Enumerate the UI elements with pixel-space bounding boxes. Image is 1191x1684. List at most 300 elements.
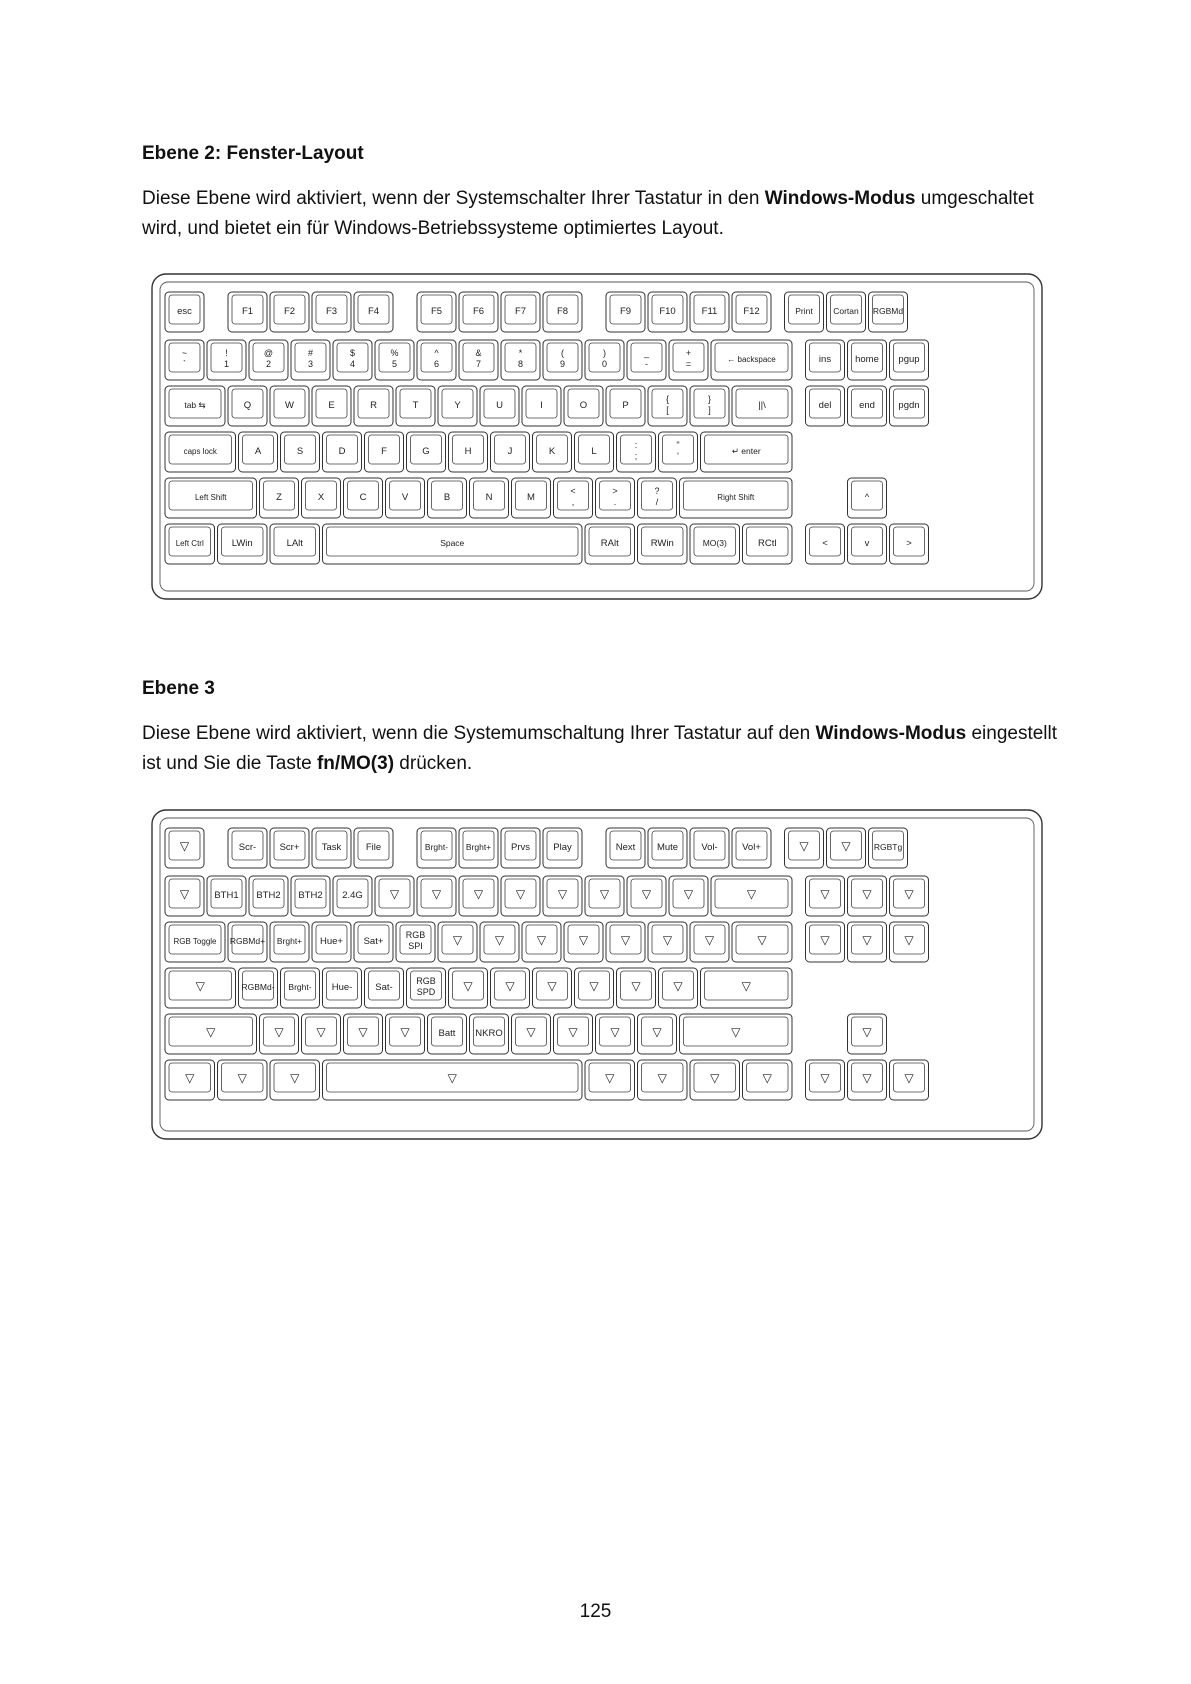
key — [827, 292, 866, 332]
key-label: Vol- — [701, 842, 718, 853]
key-label: ▽ — [185, 1071, 195, 1085]
key-label: ▽ — [704, 933, 715, 947]
key — [543, 828, 582, 868]
key — [396, 386, 435, 426]
key — [585, 524, 635, 564]
keyboard-svg — [150, 808, 1044, 1141]
key — [491, 968, 530, 1008]
key — [617, 432, 656, 472]
key-label: . — [613, 497, 617, 507]
section-heading-layer2: Ebene 2: Fenster-Layout — [142, 143, 364, 164]
key — [323, 1060, 583, 1100]
keyboard-svg — [150, 272, 1044, 601]
key-label: ▽ — [290, 1071, 300, 1085]
key-label: > — [906, 538, 912, 549]
key-label: Next — [615, 842, 636, 853]
key-label: caps lock — [183, 447, 217, 456]
key-label: , — [571, 497, 575, 507]
key — [533, 968, 572, 1008]
key — [165, 922, 225, 962]
key — [690, 292, 729, 332]
key — [564, 386, 603, 426]
key-label: ^ — [864, 492, 870, 503]
text-run: Diese Ebene wird aktiviert, wenn die Systemumschaltung Ihrer Tastatur auf den — [142, 723, 816, 744]
key-label: Left Shift — [194, 493, 227, 502]
key — [302, 478, 341, 518]
key-label: Y — [454, 400, 461, 411]
key — [291, 876, 330, 916]
key — [312, 386, 351, 426]
key — [165, 968, 236, 1008]
key-label: ▽ — [274, 1025, 284, 1039]
key-label: ) — [603, 348, 606, 358]
key — [596, 478, 635, 518]
key-label: ▽ — [820, 887, 830, 901]
key-label: Task — [321, 842, 342, 853]
key — [501, 340, 540, 380]
key — [218, 1060, 268, 1100]
key-label: _ — [643, 348, 650, 358]
key-label: F2 — [283, 306, 296, 317]
key-label: ▽ — [515, 887, 526, 901]
key — [743, 1060, 793, 1100]
key-label: J — [507, 446, 513, 457]
key — [165, 478, 257, 518]
key-label: Scr- — [238, 842, 257, 853]
key — [449, 968, 488, 1008]
key — [543, 340, 582, 380]
key-label: 4 — [349, 359, 356, 369]
key — [533, 432, 572, 472]
key — [333, 340, 372, 380]
key — [743, 524, 793, 564]
key — [690, 1060, 740, 1100]
key-label: & — [475, 348, 482, 358]
key — [648, 828, 687, 868]
key-label: Q — [243, 400, 252, 411]
key — [396, 922, 435, 962]
key-label: } — [707, 394, 712, 404]
key-label: Batt — [438, 1028, 456, 1039]
key-label: ▽ — [316, 1025, 326, 1039]
key-label: A — [254, 446, 262, 457]
key — [659, 432, 698, 472]
key-label: Print — [795, 306, 813, 316]
key — [890, 524, 929, 564]
key — [417, 876, 456, 916]
key-label: 2 — [265, 359, 272, 369]
key — [690, 922, 729, 962]
key-label: Z — [276, 492, 282, 503]
key-label: L — [591, 446, 597, 457]
key-label: ▽ — [862, 1071, 872, 1085]
key-label: ; — [634, 451, 638, 461]
key-label: RGBTg — [873, 842, 903, 852]
key — [606, 386, 645, 426]
key — [680, 1014, 793, 1054]
key — [260, 478, 299, 518]
key-label: ins — [818, 354, 832, 365]
key-label: 5 — [391, 359, 398, 369]
key-label: T — [412, 400, 419, 411]
key-label: Space — [440, 538, 465, 548]
key-label: $ — [349, 348, 356, 358]
key — [480, 922, 519, 962]
key-label: Vol+ — [742, 842, 761, 853]
key — [501, 876, 540, 916]
key — [323, 968, 362, 1008]
key-label: ▽ — [904, 933, 914, 947]
key — [890, 922, 929, 962]
key — [281, 432, 320, 472]
key-label: C — [359, 492, 367, 503]
key — [701, 968, 793, 1008]
key — [407, 968, 446, 1008]
key — [228, 828, 267, 868]
key — [501, 828, 540, 868]
text-run: fn/MO(3) — [316, 753, 395, 774]
key-label: 9 — [559, 359, 566, 369]
key-label: ▽ — [662, 933, 673, 947]
key-label: / — [655, 497, 659, 507]
key — [690, 386, 729, 426]
key-label: ▽ — [673, 979, 683, 993]
key-label: RCtl — [758, 538, 777, 549]
key — [522, 386, 561, 426]
key-label: 8 — [517, 359, 524, 369]
key-label: K — [548, 446, 556, 457]
key-label: ▽ — [536, 933, 547, 947]
key — [585, 876, 624, 916]
key-label: ▽ — [578, 933, 589, 947]
key — [165, 340, 204, 380]
section-heading-layer3: Ebene 3 — [142, 678, 215, 699]
key-label: ▽ — [206, 1025, 216, 1039]
key — [627, 876, 666, 916]
key — [711, 876, 792, 916]
key-label: ( — [561, 348, 564, 358]
key — [585, 1060, 635, 1100]
key — [869, 292, 908, 332]
key — [648, 922, 687, 962]
key — [302, 1014, 341, 1054]
key — [638, 524, 688, 564]
key-label: ▽ — [589, 979, 599, 993]
key — [564, 922, 603, 962]
key-label: MO(3) — [702, 538, 727, 548]
key — [543, 876, 582, 916]
key-label: ▽ — [557, 887, 568, 901]
key-label: ▽ — [904, 1071, 914, 1085]
text-run: drücken. — [394, 753, 473, 774]
key-label: % — [390, 348, 399, 358]
key — [806, 386, 845, 426]
key — [438, 922, 477, 962]
key-label: RGB — [405, 930, 426, 940]
key-label: ▽ — [358, 1025, 368, 1039]
key — [270, 922, 309, 962]
key-label: H — [464, 446, 472, 457]
key — [512, 1014, 551, 1054]
key — [470, 1014, 509, 1054]
key-label: home — [855, 354, 879, 365]
key-label: Mute — [656, 842, 679, 853]
key-label: ▽ — [862, 933, 872, 947]
key-label: = — [685, 359, 692, 369]
key — [606, 828, 645, 868]
key — [522, 922, 561, 962]
key — [606, 922, 645, 962]
key — [575, 432, 614, 472]
key-label: F5 — [430, 306, 443, 317]
key — [659, 968, 698, 1008]
key-label: F7 — [514, 306, 527, 317]
key — [848, 876, 887, 916]
key — [312, 292, 351, 332]
key-label: R — [370, 400, 377, 411]
key — [323, 432, 362, 472]
key — [806, 1060, 845, 1100]
key — [459, 292, 498, 332]
key — [270, 828, 309, 868]
key — [165, 1060, 215, 1100]
key-label: X — [317, 492, 325, 503]
key — [165, 386, 225, 426]
key — [165, 828, 204, 868]
key-label: ▽ — [389, 887, 400, 901]
key-label: F3 — [325, 306, 338, 317]
key-label: [ — [666, 405, 669, 415]
key-label: SPD — [416, 987, 436, 997]
key — [690, 524, 740, 564]
key — [291, 340, 330, 380]
key-label: ▽ — [746, 887, 757, 901]
key — [365, 968, 404, 1008]
key — [869, 828, 908, 868]
key — [732, 292, 771, 332]
key — [669, 876, 708, 916]
key-label: ▽ — [620, 933, 631, 947]
key-label: BTH2 — [298, 890, 323, 901]
key — [848, 340, 887, 380]
key-label: del — [818, 400, 832, 411]
key — [417, 292, 456, 332]
key-label: 0 — [601, 359, 608, 369]
key-label: ▽ — [463, 979, 473, 993]
key-label: ▽ — [652, 1025, 662, 1039]
key — [281, 968, 320, 1008]
key-label: Scr+ — [279, 842, 300, 853]
key-label: BTH1 — [214, 890, 239, 901]
key-label: ~ — [181, 348, 188, 358]
key — [806, 922, 845, 962]
text-run: Windows-Modus — [764, 188, 916, 209]
key-label: ? — [654, 486, 660, 496]
key-label: 2.4G — [342, 890, 363, 901]
key — [627, 340, 666, 380]
key-label: RAlt — [600, 538, 619, 549]
key — [249, 340, 288, 380]
key-label: " — [676, 440, 680, 450]
key — [554, 1014, 593, 1054]
key-label: ▽ — [526, 1025, 536, 1039]
key-label: ▽ — [799, 839, 809, 853]
key — [638, 478, 677, 518]
key-label: - — [645, 359, 648, 369]
key-label: ▽ — [599, 887, 610, 901]
page-number: 125 — [579, 1601, 612, 1622]
key — [470, 478, 509, 518]
key-label: F10 — [659, 306, 676, 317]
key-label: Sat+ — [363, 936, 384, 947]
key-label: ▽ — [568, 1025, 578, 1039]
key-label: end — [859, 400, 875, 411]
key — [239, 968, 278, 1008]
key — [459, 340, 498, 380]
key-label: : — [634, 440, 638, 450]
key-label: G — [422, 446, 430, 457]
key — [270, 1060, 320, 1100]
key-label: ▽ — [631, 979, 641, 993]
key-label: pgdn — [898, 400, 920, 411]
key-label: F9 — [619, 306, 632, 317]
key — [354, 922, 393, 962]
key-label: tab ⇆ — [184, 400, 206, 410]
key-label: ] — [708, 405, 711, 415]
key — [785, 828, 824, 868]
key — [690, 828, 729, 868]
key — [407, 432, 446, 472]
key — [165, 1014, 257, 1054]
key-label: Play — [553, 842, 572, 853]
key-label: ▽ — [431, 887, 442, 901]
key-label: ▽ — [641, 887, 652, 901]
key — [890, 1060, 929, 1100]
key-label: ▽ — [605, 1071, 615, 1085]
key — [344, 1014, 383, 1054]
key — [785, 292, 824, 332]
key — [543, 292, 582, 332]
key — [312, 828, 351, 868]
key-label: LWin — [231, 538, 253, 549]
key-label: # — [307, 348, 314, 358]
key-label: Brght- — [424, 842, 449, 852]
key — [249, 876, 288, 916]
key-label: ▽ — [195, 979, 205, 993]
key — [848, 1014, 887, 1054]
key-label: { — [665, 394, 670, 404]
key — [438, 386, 477, 426]
key-label: ▽ — [179, 839, 190, 853]
key-label: RGB Toggle — [173, 937, 217, 946]
key — [218, 524, 268, 564]
key-label: < — [570, 486, 576, 496]
key-label: NKRO — [475, 1028, 503, 1039]
key — [480, 386, 519, 426]
key — [848, 524, 887, 564]
key-label: ▽ — [452, 933, 463, 947]
key — [890, 386, 929, 426]
key — [165, 524, 215, 564]
key-label: ' — [677, 451, 679, 461]
key — [491, 432, 530, 472]
key-label: pgup — [898, 354, 920, 365]
text-run: Diese Ebene wird aktiviert, wenn der Systemschalter Ihrer Tastatur in den — [142, 188, 765, 209]
key-label: > — [612, 486, 618, 496]
key-label: File — [365, 842, 382, 853]
key-label: ▽ — [505, 979, 515, 993]
key-label: F12 — [743, 306, 760, 317]
text-run: Windows-Modus — [815, 723, 967, 744]
key — [354, 292, 393, 332]
key — [806, 524, 845, 564]
key-label: ||\ — [758, 400, 766, 411]
key-label: ▽ — [237, 1071, 247, 1085]
key-label: ▽ — [731, 1025, 741, 1039]
key — [228, 386, 267, 426]
key-label: RGBMd+ — [229, 936, 266, 946]
key-label: ▽ — [494, 933, 505, 947]
key — [606, 292, 645, 332]
key-label: Hue+ — [320, 936, 343, 947]
key — [617, 968, 656, 1008]
text-run: umgeschaltet wird, und bietet ein für Windows-Betriebssysteme optimiertes Layout. — [142, 188, 1034, 239]
key-label: ▽ — [400, 1025, 410, 1039]
key-label: Cortan — [833, 306, 859, 316]
key — [890, 876, 929, 916]
key — [270, 524, 320, 564]
key-label: RGBMd- — [241, 982, 275, 992]
key — [806, 876, 845, 916]
key-label: ▽ — [610, 1025, 620, 1039]
key — [417, 340, 456, 380]
key-label: @ — [263, 348, 274, 358]
key-label: ▽ — [757, 933, 767, 947]
key-label: E — [328, 400, 335, 411]
key — [386, 478, 425, 518]
key-label: ▽ — [820, 1071, 830, 1085]
text-run: eingestellt ist und Sie die Taste — [142, 723, 1058, 774]
key-label: S — [296, 446, 304, 457]
key-label: ▽ — [179, 887, 190, 901]
key-label: Prvs — [511, 842, 530, 853]
key-label: ▽ — [862, 1025, 872, 1039]
key-label: ^ — [434, 348, 439, 358]
key — [459, 876, 498, 916]
key — [585, 340, 624, 380]
key — [428, 478, 467, 518]
key — [732, 386, 792, 426]
key-label: ↵ enter — [731, 446, 761, 456]
key — [333, 876, 372, 916]
key-label: + — [685, 348, 692, 358]
key-label: ` — [183, 359, 186, 369]
key-label: Sat- — [375, 982, 393, 993]
key-label: Hue- — [331, 982, 353, 993]
key — [848, 386, 887, 426]
key-label: N — [485, 492, 493, 503]
key-label: Brght+ — [276, 936, 303, 946]
key — [207, 876, 246, 916]
keyboard-diagram-layer3 — [150, 808, 1044, 1141]
key-label: F6 — [472, 306, 485, 317]
key-label: ▽ — [904, 887, 914, 901]
key-label: F4 — [367, 306, 380, 317]
key — [354, 386, 393, 426]
key — [375, 340, 414, 380]
key-label: SPI — [408, 941, 423, 951]
key — [732, 922, 792, 962]
